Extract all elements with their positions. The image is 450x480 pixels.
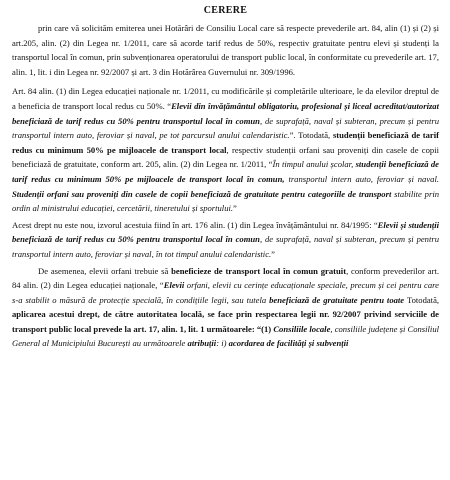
text-run: Art. 84 alin. (1) din Legea educației naționale nr. 1/2011, cu modificările și completările ulterioare, le da elevilor dreptul de a beneficia de transport local redus cu 50%. “ xyxy=(12,86,439,111)
text-run: beneficiază de tarif redus cu 50% pentru transportul local în comun xyxy=(12,115,260,126)
text-run: studenții beneficiază de tarif redus cu minimum 50% pe mijloacele de transport local în comun, xyxy=(12,159,439,184)
text-run: stabilite prin ordin al ministrului educației, cercetării, tineretului și sportului. xyxy=(12,188,440,214)
text-run: , de suprafață, naval și subteran, precum și pentru transportul intern auto, feroviar și naval, în tot timpul anului calendaristic. xyxy=(12,234,440,259)
text-run: beneficieze de transport local în comun gratuit xyxy=(171,265,347,276)
text-run: Elevii din învățământul obligatoriu, profesional și liceal acreditat/autorizat xyxy=(171,100,439,111)
text-run: acordarea de facilități și subvenții xyxy=(228,338,349,349)
text-run: ”. Totodată, xyxy=(289,130,331,141)
text-run: Elevii xyxy=(163,280,185,291)
text-run: ” xyxy=(271,248,275,259)
paragraph-legea-84-1995 xyxy=(12,218,439,262)
text-run: : i) xyxy=(216,338,227,349)
text-run: , respectiv studenții orfani sau proveniți din casele de copii beneficiază de gratuitate, conform art. 205, alin. (2) din Legea nr. 1/2011, “ xyxy=(12,144,439,170)
text-run: studenții beneficiază de tarif redus cu minimum 50% pe mijloacele de transport local xyxy=(12,130,439,155)
paragraph-art-84 xyxy=(12,84,439,215)
text-run: Consiliile locale xyxy=(273,323,331,334)
text-run: Studenții orfani sau proveniți din casele de copii beneficiază de gratuitate pentru categoriile de transport xyxy=(12,188,392,199)
text-run: atribuții xyxy=(187,338,217,349)
document-title: CERERE xyxy=(203,5,248,16)
text-run: , de suprafață, naval și subteran, precum și pentru transportul intern auto, feroviar și naval, pe tot parcursul anului calendaristic. xyxy=(12,115,440,141)
text-run: , consiliile județene și Consiliul General al Municipiului București au următoarele xyxy=(12,323,439,349)
text-run: transportul intern auto, feroviar și naval. xyxy=(288,173,439,184)
text-run: aplicarea acestui drept, de către autoritatea locală, se face prin respectarea legii nr. 92/2007 privind serviciile de transport public local prevede la art. 17, alin. 1, lit. 1 xyxy=(12,309,439,334)
text-run: ” xyxy=(233,203,237,214)
text-run: următoarele: “(1) xyxy=(206,323,272,334)
text-run: În timpul anului școlar, xyxy=(272,159,354,170)
text-run: orfani, elevii cu cerințe educaționale speciale, precum și cei pentru care s-a stabilit o măsură de protecție specială, în condițiile legii, sau tutela xyxy=(12,280,439,305)
text-run: , conform prevederilor art. 84 alin. (2) din Legea educației naționale, “ xyxy=(12,265,439,291)
text-run: Totodată, xyxy=(406,294,440,305)
intro-paragraph: prin care vă solicităm emiterea unei Hotărâri de Consiliu Local care să respecte prevederile art. 84, alin (1) și (2) și art.205, alin. (2) din Legea nr. 1/2011, care să acorde tarif redus de 50%, respectiv gratuitate pentru elevi și studenți la transportul local în comun, prin subvenționarea operatorului de transport public local, în conformitate cu prevederile art. 17, alin. 1, lit. i din Legea nr. 92/2007 și art. 3 din Hotărârea Guvernului nr. 309/1996. xyxy=(12,23,439,77)
text-run: Elevii și studenții beneficiază de tarif redus cu 50% pentru transportul local în comun xyxy=(12,219,440,245)
paragraph-elevi-orfani xyxy=(12,264,439,352)
text-run: beneficiază de gratuitate pentru toate xyxy=(269,294,405,305)
text-run: Acest drept nu este nou, izvorul acestuia fiind în art. 176 alin. (1) din Legea învățământului nr. 84/1995: “ xyxy=(12,219,378,230)
text-run: De asemenea, elevii orfani trebuie să xyxy=(38,265,169,276)
